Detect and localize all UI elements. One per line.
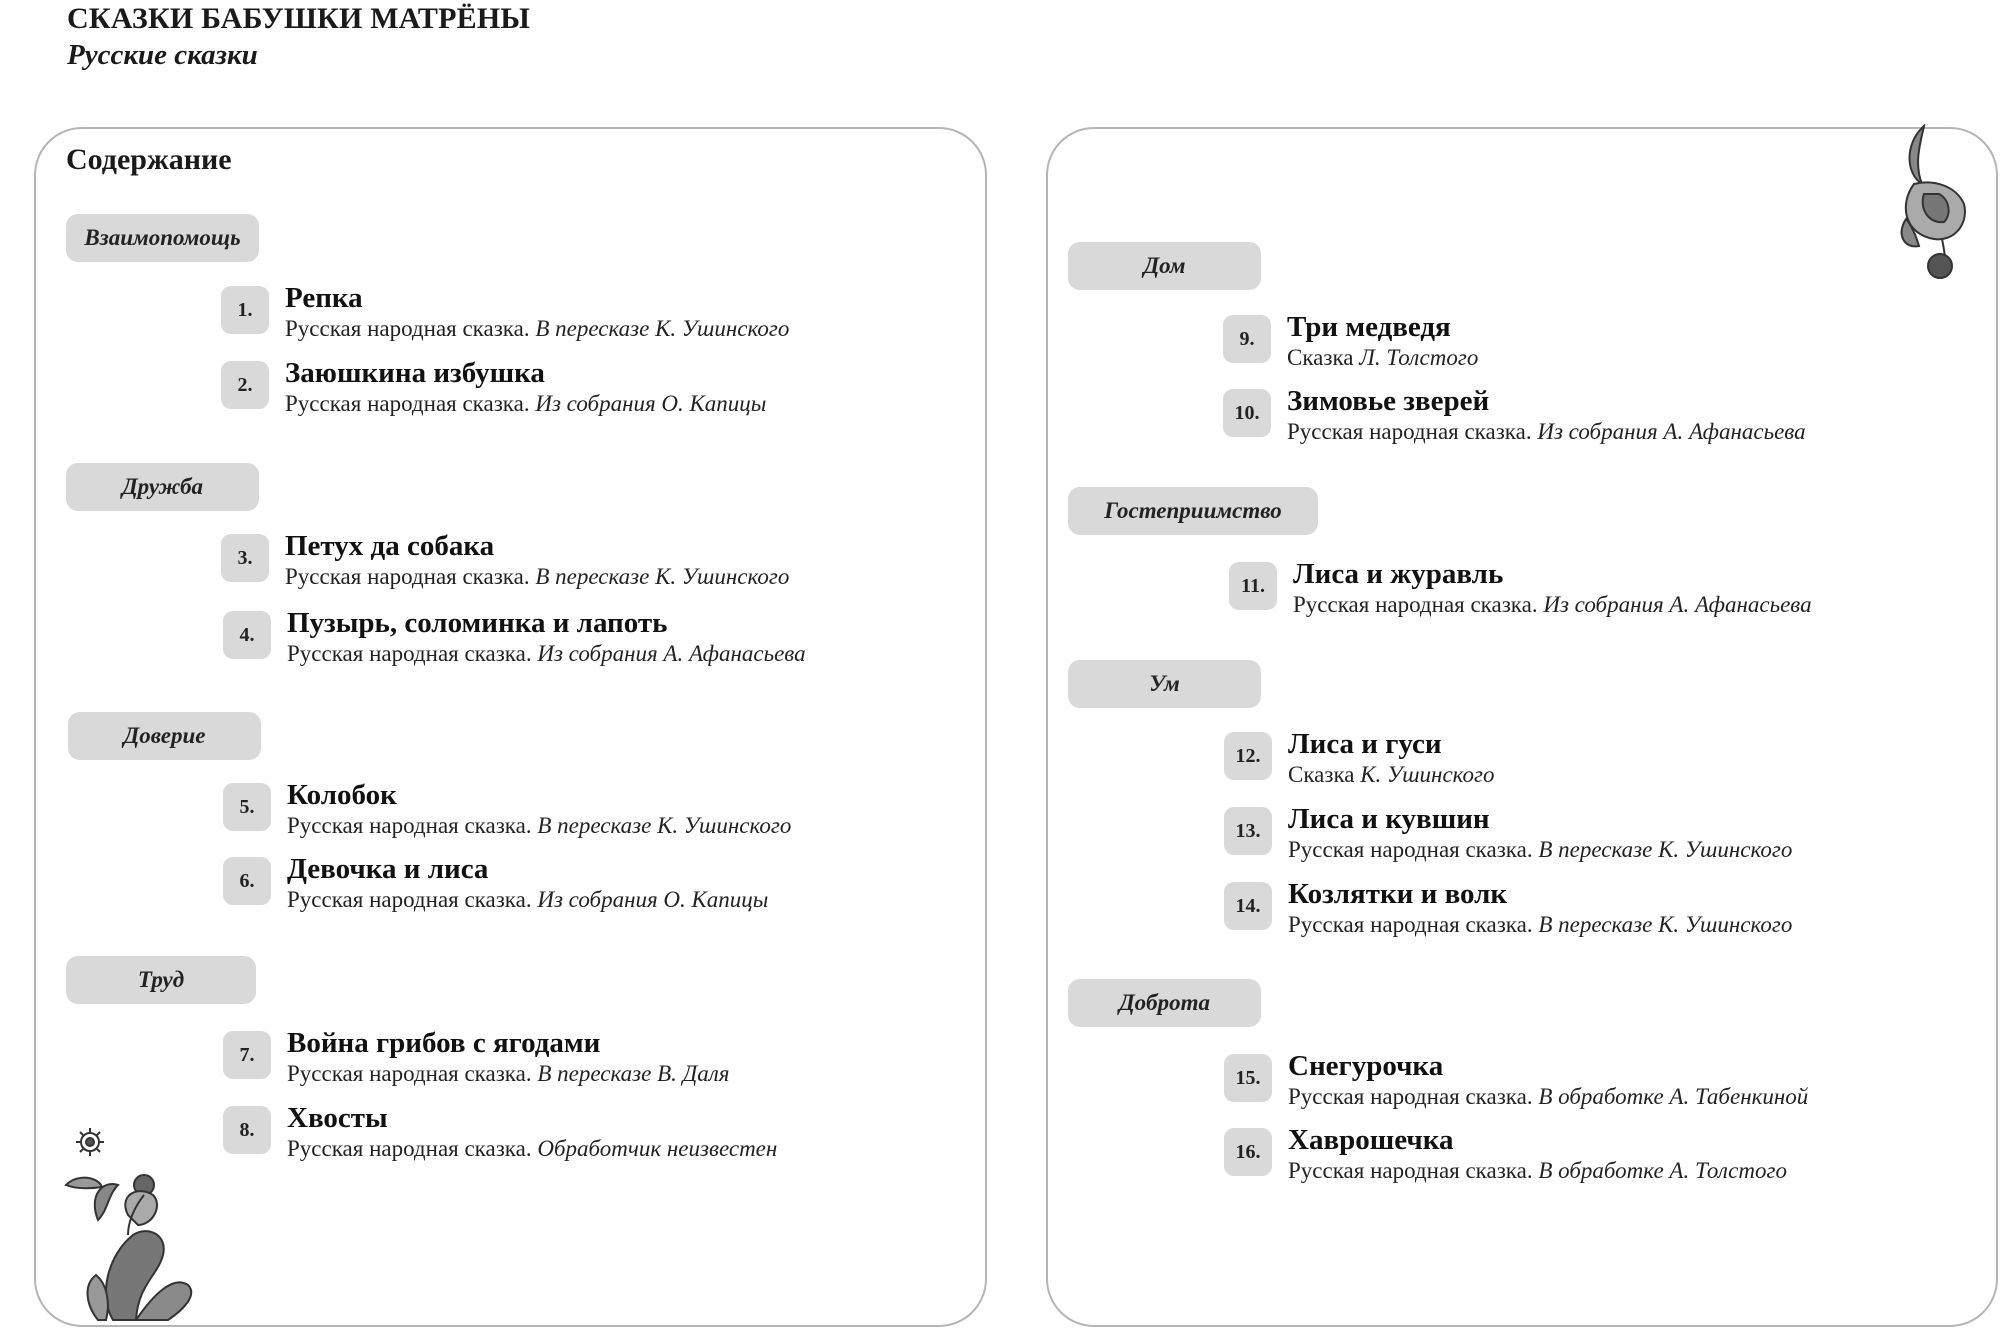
entry-title: Лиса и кувшин — [1288, 803, 1490, 835]
entry-number: 13. — [1224, 807, 1272, 855]
entry-source-text: Русская народная сказка. — [1288, 1158, 1533, 1183]
category-label: Труд — [66, 956, 256, 1004]
entry-credit: В пересказе К. Ушинского — [535, 564, 790, 589]
entry-source — [287, 641, 806, 667]
entry-credit: В пересказе В. Даля — [537, 1061, 730, 1086]
entry-source — [285, 316, 789, 342]
entry-source — [1288, 837, 1792, 863]
entry-source — [1293, 592, 1812, 618]
category-label: Дом — [1068, 242, 1261, 290]
entry-source-text: Русская народная сказка. — [287, 813, 532, 838]
category-label: Взаимопомощь — [66, 214, 259, 262]
entry-credit: В пересказе К. Ушинского — [535, 316, 790, 341]
floral-ornament-icon — [1894, 124, 1974, 284]
entry-credit: Из собрания О. Капицы — [537, 887, 769, 912]
entry-title: Репка — [285, 282, 363, 314]
entry-title: Хвосты — [287, 1102, 388, 1134]
entry-title: Колобок — [287, 779, 397, 811]
entry-title: Девочка и лиса — [287, 853, 489, 885]
entry-source-text: Сказка — [1288, 762, 1355, 787]
category-label: Доброта — [1068, 979, 1261, 1027]
entry-credit: В пересказе К. Ушинского — [537, 813, 792, 838]
entry-credit: К. Ушинского — [1360, 762, 1495, 787]
entry-source-text: Русская народная сказка. — [287, 887, 532, 912]
entry-title: Лиса и журавль — [1293, 558, 1504, 590]
entry-source-text: Русская народная сказка. — [285, 391, 530, 416]
entry-number: 12. — [1224, 732, 1272, 780]
entry-credit: В обработке А. Табенкиной — [1538, 1084, 1809, 1109]
entry-credit: Из собрания А. Афанасьева — [537, 641, 806, 666]
entry-number: 2. — [221, 361, 269, 409]
entry-source-text: Русская народная сказка. — [1288, 912, 1533, 937]
entry-title: Козлятки и волк — [1288, 878, 1508, 910]
entry-source-text: Русская народная сказка. — [1293, 592, 1538, 617]
entry-number: 16. — [1224, 1128, 1272, 1176]
entry-title: Три медведя — [1287, 311, 1451, 343]
category-label: Гостеприимство — [1068, 487, 1318, 535]
entry-credit: В пересказе К. Ушинского — [1538, 912, 1793, 937]
entry-credit: Из собрания А. Афанасьева — [1537, 419, 1806, 444]
entry-title: Зимовье зверей — [1287, 385, 1490, 417]
entry-credit: Обработчик неизвестен — [537, 1136, 778, 1161]
entry-number: 10. — [1223, 389, 1271, 437]
entry-title: Снегурочка — [1288, 1050, 1444, 1082]
entry-source — [285, 391, 766, 417]
entry-credit: Л. Толстого — [1359, 345, 1479, 370]
entry-number: 7. — [223, 1031, 271, 1079]
entry-source-text: Русская народная сказка. — [285, 564, 530, 589]
entry-title: Война грибов с ягодами — [287, 1027, 601, 1059]
entry-credit: Из собрания О. Капицы — [535, 391, 767, 416]
entry-source — [1288, 1158, 1787, 1184]
entry-credit: В обработке А. Толстого — [1538, 1158, 1787, 1183]
contents-heading: Содержание — [66, 143, 232, 176]
entry-source — [287, 1061, 730, 1087]
entry-source-text: Русская народная сказка. — [1287, 419, 1532, 444]
entry-source-text: Русская народная сказка. — [1288, 837, 1533, 862]
entry-number: 1. — [221, 286, 269, 334]
entry-title: Заюшкина избушка — [285, 357, 545, 389]
floral-ornament-icon — [58, 1125, 218, 1325]
entry-number: 11. — [1229, 562, 1277, 610]
entry-credit: Из собрания А. Афанасьева — [1543, 592, 1812, 617]
entry-source-text: Сказка — [1287, 345, 1354, 370]
entry-source — [1287, 419, 1806, 445]
entry-source-text: Русская народная сказка. — [1288, 1084, 1533, 1109]
entry-number: 8. — [223, 1106, 271, 1154]
contents-panel-right — [1046, 127, 1998, 1327]
book-title: СКАЗКИ БАБУШКИ МАТРЁНЫ — [67, 2, 531, 35]
entry-source-text: Русская народная сказка. — [287, 1136, 532, 1161]
entry-number: 14. — [1224, 882, 1272, 930]
entry-number: 3. — [221, 534, 269, 582]
entry-number: 6. — [223, 857, 271, 905]
book-subtitle: Русские сказки — [67, 39, 258, 71]
entry-number: 5. — [223, 783, 271, 831]
entry-source — [287, 1136, 777, 1162]
entry-title: Пузырь, соломинка и лапоть — [287, 607, 668, 639]
entry-source-text: Русская народная сказка. — [287, 1061, 532, 1086]
entry-source — [1288, 912, 1792, 938]
entry-source — [287, 813, 791, 839]
category-label: Дружба — [66, 463, 259, 511]
entry-source — [1288, 762, 1495, 788]
category-label: Доверие — [68, 712, 261, 760]
entry-source-text: Русская народная сказка. — [287, 641, 532, 666]
entry-title: Лиса и гуси — [1288, 728, 1442, 760]
entry-source — [285, 564, 789, 590]
entry-title: Хаврошечка — [1288, 1124, 1454, 1156]
entry-source — [287, 887, 768, 913]
entry-number: 4. — [223, 611, 271, 659]
category-label: Ум — [1068, 660, 1261, 708]
entry-credit: В пересказе К. Ушинского — [1538, 837, 1793, 862]
entry-source — [1288, 1084, 1808, 1110]
entry-number: 9. — [1223, 315, 1271, 363]
entry-title: Петух да собака — [285, 530, 495, 562]
entry-source — [1287, 345, 1478, 371]
entry-number: 15. — [1224, 1054, 1272, 1102]
entry-source-text: Русская народная сказка. — [285, 316, 530, 341]
